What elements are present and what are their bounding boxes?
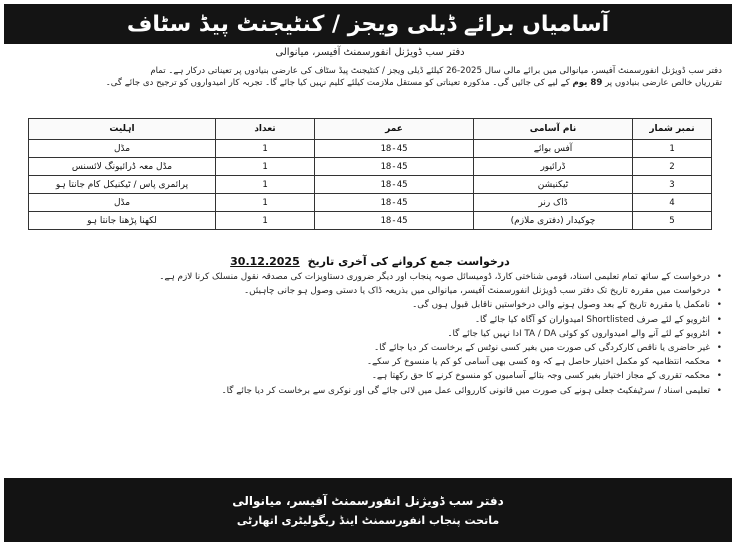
col-header-count: تعداد — [216, 119, 315, 140]
col-header-post: نام آسامی — [474, 119, 633, 140]
cell-qualification: لکھنا پڑھنا جانتا ہو — [29, 212, 216, 230]
footer-band — [4, 478, 732, 542]
cell-qualification: مڈل — [29, 140, 216, 158]
office-subheader: دفتر سب ڈویژنل انفورسمنٹ آفیسر، میانوالی — [275, 47, 465, 58]
cell-count: 1 — [216, 212, 315, 230]
header-band — [4, 4, 732, 44]
intro-line-2-start: تقرریاں خالص عارضی بنیادوں پر — [605, 78, 722, 88]
table-row — [29, 140, 712, 158]
cell-sr: 5 — [633, 212, 712, 230]
cell-count: 1 — [216, 158, 315, 176]
cell-qualification: مڈل معہ ڈرائیونگ لائسنس — [29, 158, 216, 176]
cell-post: ڈاک رنر — [474, 194, 633, 212]
table-row — [29, 158, 712, 176]
col-header-sr: نمبر شمار — [633, 119, 712, 140]
cell-post: ڈرائیور — [474, 158, 633, 176]
cell-age: 18-45 — [315, 158, 474, 176]
cell-age: 18-45 — [315, 140, 474, 158]
intro-paragraph — [28, 65, 722, 107]
cell-post: آفس بوائے — [474, 140, 633, 158]
cell-post: ٹیکنیشن — [474, 176, 633, 194]
page-title: آسامیاں برائے ڈیلی ویجز / کنٹیجنٹ پیڈ سٹاف — [126, 11, 610, 37]
list-item: • انٹرویو کے لئے آنے والے امیدواروں کو کوئی TA / DA ادا نہیں کیا جائے گا۔ — [40, 327, 722, 341]
table-row — [29, 212, 712, 230]
footer-authority: ماتحت پنجاب انفورسمنٹ اینڈ ریگولیٹری اتھارٹی — [236, 514, 500, 527]
cell-age: 18-45 — [315, 176, 474, 194]
cell-sr: 1 — [633, 140, 712, 158]
intro-line-2 — [28, 77, 722, 89]
col-header-qualification: اہلیت — [29, 119, 216, 140]
cell-sr: 2 — [633, 158, 712, 176]
cell-age: 18-45 — [315, 194, 474, 212]
intro-line-1: دفتر سب ڈویژنل انفورسمنٹ آفیسر، میانوالی میں برائے مالی سال 2025-26 کیلئے ڈیلی ویجز / کنٹیجنٹ پیڈ سٹاف کی عارضی بنیادوں پر تعیناتی درکار ہے۔ تمام — [150, 66, 722, 76]
list-item: • تعلیمی اسناد / سرٹیفکیٹ جعلی ہونے کی صورت میں قانونی کارروائی عمل میں لائی جائے گی اور نوکری سے برخاست کر دیا جائے گا۔ — [40, 384, 722, 398]
list-item: • غیر حاضری یا ناقص کارکردگی کی صورت میں بغیر کسی نوٹس کے برخاست کر دیا جائے گا۔ — [40, 341, 722, 355]
list-item: • محکمہ انتظامیہ کو مکمل اختیار حاصل ہے کہ وہ کسی بھی آسامی کو کم یا منسوخ کر سکے۔ — [40, 355, 722, 369]
vacancy-table — [28, 118, 712, 230]
cell-age: 18-45 — [315, 212, 474, 230]
cell-post: چوکیدار (دفتری ملازم) — [474, 212, 633, 230]
cell-qualification: پرائمری پاس / ٹیکنیکل کام جانتا ہو — [29, 176, 216, 194]
cell-qualification: مڈل — [29, 194, 216, 212]
list-item: • انٹرویو کے لئے صرف Shortlisted امیدواران کو آگاہ کیا جائے گا۔ — [40, 313, 722, 327]
footer-office: دفتر سب ڈویژنل انفورسمنٹ آفیسر، میانوالی — [232, 494, 504, 508]
list-item: • نامکمل یا مقررہ تاریخ کے بعد وصول ہونے والی درخواستیں ناقابل قبول ہوں گی۔ — [40, 298, 722, 312]
cell-sr: 4 — [633, 194, 712, 212]
list-item: • محکمہ تقرری کے مجاز اختیار بغیر کسی وجہ بتائے آسامیوں کو منسوخ کرنے کا حق رکھتا ہے۔ — [40, 369, 722, 383]
table-row — [29, 194, 712, 212]
table-row — [29, 176, 712, 194]
list-item: • درخواست کے ساتھ تمام تعلیمی اسناد، قومی شناختی کارڈ، ڈومیسائل صوبہ پنجاب اور دیگر ضروری دستاویزات کی مصدقہ نقول منسلک کرنا لازم ہے۔ — [40, 270, 722, 284]
deadline-date: 30.12.2025 — [230, 255, 300, 268]
cell-count: 1 — [216, 176, 315, 194]
col-header-age: عمر — [315, 119, 474, 140]
rules-list — [40, 270, 722, 398]
cell-count: 1 — [216, 140, 315, 158]
list-item: • درخواست میں مقررہ تاریخ تک دفتر سب ڈویژنل انفورسمنٹ آفیسر، میانوالی میں بذریعہ ڈاک یا دستی وصول ہو جانی چاہیئں۔ — [40, 284, 722, 298]
intro-line-2-end: کے لیے کی جائیں گی۔ مذکورہ تعیناتی کو مستقل ملازمت کیلئے کلیم نہیں کیا جائے گا۔ تجربہ کار امیدواروں کو ترجیح دی جائے گی۔ — [105, 78, 570, 88]
cell-sr: 3 — [633, 176, 712, 194]
deadline-label: درخواست جمع کروانے کی آخری تاریخ — [307, 255, 510, 268]
cell-count: 1 — [216, 194, 315, 212]
intro-days: 89 یوم — [572, 78, 603, 88]
table-header-row — [29, 119, 712, 140]
